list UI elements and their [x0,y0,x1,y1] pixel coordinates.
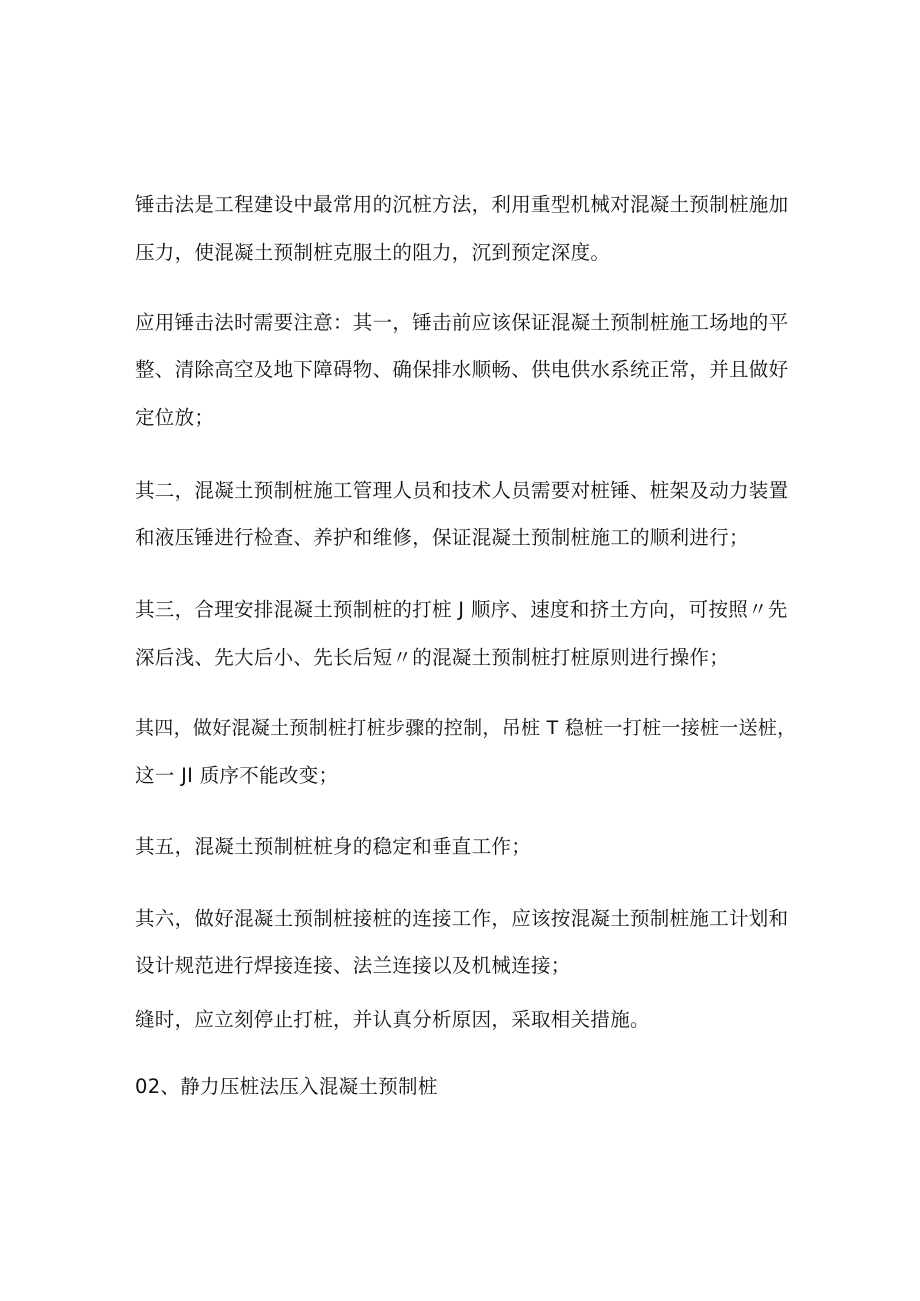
text-line: 应用锤击法时需要注意：其一，锤击前应该保证混凝土预制桩施工场地的平 [135,311,789,334]
text-line: 其五，混凝土预制桩桩身的稳定和垂直工作； [135,835,532,858]
text-line: 设计规范进行焊接连接、法兰连接以及机械连接； [135,954,571,977]
text-line: 压力，使混凝土预制桩克服土的阻力，沉到预定深度。 [135,241,611,264]
section-heading: 02、静力压桩法压入混凝土预制桩 [135,1075,438,1098]
text-line: 定位放； [135,406,215,429]
text-line: 缝时，应立刻停止打桩，并认真分析原因，采取相关措施。 [135,1008,650,1031]
text-line: 深后浅、先大后小、先长后短〃的混凝土预制桩打桩原则进行操作； [135,646,730,669]
text-line: 锤击法是工程建设中最常用的沉桩方法，利用重型机械对混凝土预制桩施加 [135,193,789,216]
text-line: 和液压锤进行检查、养护和维修，保证混凝土预制桩施工的顺利进行； [135,526,749,549]
text-line: 其六，做好混凝土预制桩接桩的连接工作，应该按混凝土预制桩施工计划和 [135,907,789,930]
text-line: 这一 JI 质序不能改变； [135,764,339,787]
text-line: 其二，混凝土预制桩施工管理人员和技术人员需要对桩锤、桩架及动力装置 [135,479,789,502]
text-line: 其三，合理安排混凝土预制桩的打桩 J 顺序、速度和挤土方向，可按照〃先 [135,598,788,621]
text-line: 整、清除高空及地下障碍物、确保排水顺畅、供电供水系统正常，并且做好 [135,358,789,381]
text-line: 其四，做好混凝土预制桩打桩步骤的控制，吊桩 T 稳桩一打桩一接桩一送桩， [135,717,797,739]
